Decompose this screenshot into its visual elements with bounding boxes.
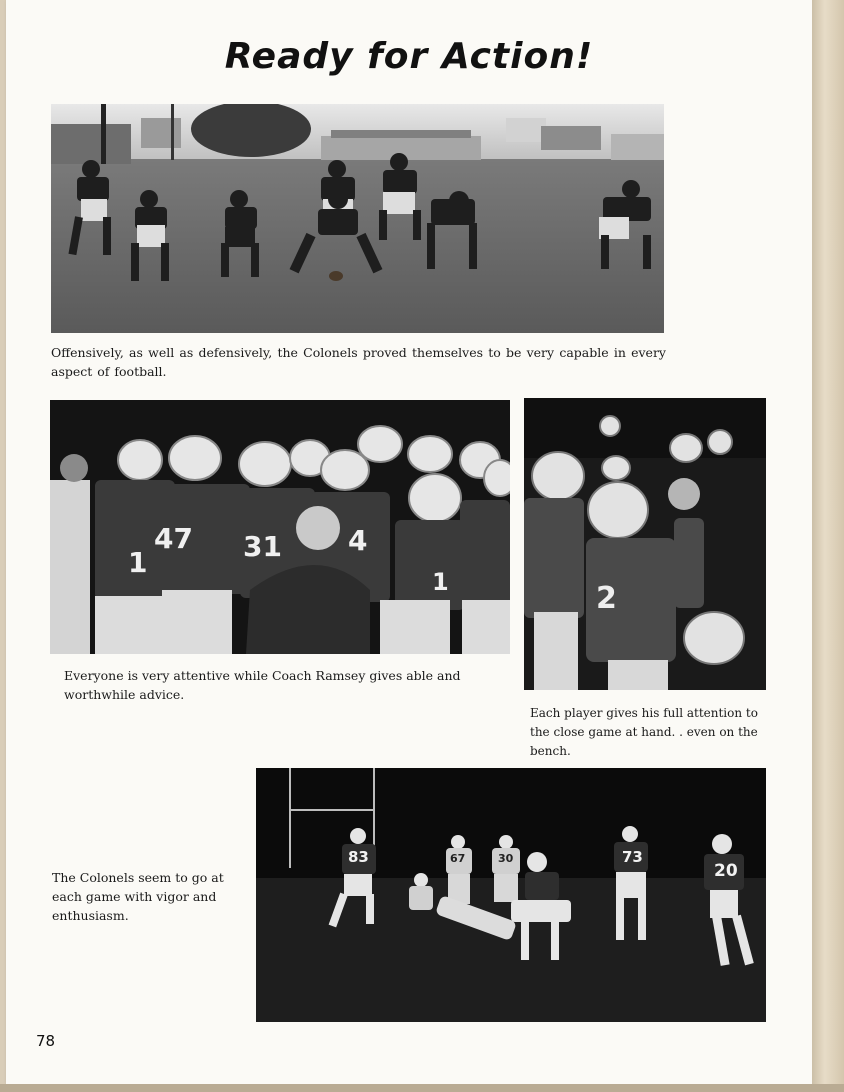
photo-scrimmage	[51, 104, 664, 333]
photo-night-game	[256, 768, 766, 1022]
caption-scrimmage: Offensively, as well as defensively, the Colonels proved themselves to be very capable in every aspect of football.	[51, 345, 666, 379]
caption-huddle: Everyone is very attentive while Coach Ramsey gives able and worthwhile advice.	[64, 668, 461, 702]
caption-action: The Colonels seem to go at each game with vigor and enthusiasm.	[52, 870, 224, 923]
jersey-number: 4	[348, 524, 368, 557]
svg-text:2: 2	[596, 581, 617, 616]
page-number: 78	[36, 1032, 56, 1050]
jersey-number: 1	[432, 568, 449, 596]
photo-bench	[524, 398, 766, 690]
jersey-number: 83	[348, 848, 369, 866]
caption-bench: Each player gives his full attention to the close game at hand. . even on the bench.	[530, 706, 758, 758]
jersey-number: 47	[154, 522, 193, 555]
jersey-number: 67	[450, 852, 466, 865]
jersey-number: 31	[243, 530, 282, 563]
page-title: Ready for Action!	[224, 36, 594, 77]
photo-huddle	[50, 400, 510, 654]
page-bottom-edge	[0, 1084, 844, 1092]
jersey-number: 30	[498, 852, 514, 865]
jersey-number: 73	[622, 848, 643, 866]
binding-spine	[812, 0, 844, 1092]
yearbook-page	[6, 0, 812, 1084]
jersey-number: 1	[128, 546, 148, 579]
jersey-number: 20	[714, 861, 738, 881]
